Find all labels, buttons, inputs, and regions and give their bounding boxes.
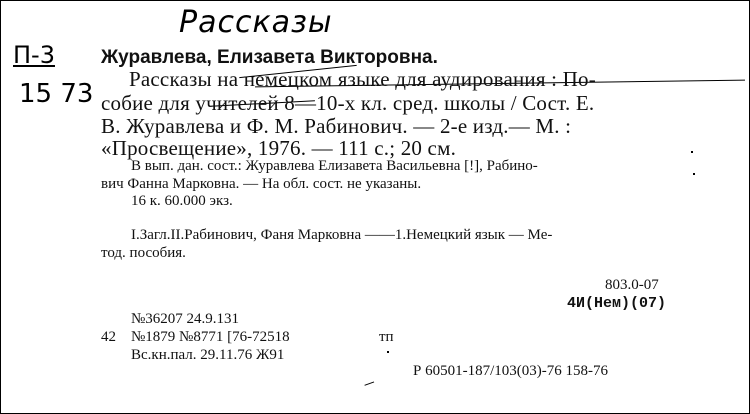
title-line-1: Рассказы на немецком языке для аудирования : По- [129, 67, 596, 91]
speck [387, 351, 389, 353]
handwritten-title: Рассказы [179, 5, 333, 40]
registry-line-3: Вс.кн.пал. 29.11.76 Ж91 [131, 347, 285, 363]
title-line-2: собие для учителей 8—10-х кл. сред. школы / Сост. Е. [101, 91, 595, 115]
shelfmark-bottom: 15 73 [19, 79, 94, 109]
shelfmark-top: П-3 [13, 41, 55, 69]
speck [693, 173, 695, 175]
speck [691, 151, 693, 153]
title-line-4: «Просвещение», 1976. — 111 с.; 20 см. [101, 136, 457, 160]
class-code-secondary: 4И(Нем)(07) [567, 295, 667, 312]
registry-line-1: №36207 24.9.131 [131, 311, 240, 327]
author-heading: Журавлева, Елизавета Викторовна. [101, 47, 438, 68]
class-code: 803.0-07 [605, 277, 659, 293]
bottom-code: Р 60501-187/103(03)-76 158-76 [413, 363, 608, 379]
registry-line-2: №1879 №8771 [76-72518 [131, 329, 290, 345]
speck [364, 381, 375, 389]
registry-line-2-prefix: 42 [101, 329, 116, 345]
note-line-1: В вып. дан. сост.: Журавлева Елизавета Васильевна [!], Рабино- [131, 158, 538, 174]
registry-line-2-suffix: тп [379, 329, 394, 345]
note-line-2: вич Фанна Марковна. — На обл. сост. не указаны. [101, 176, 422, 192]
tracings-line-1: I.Загл.II.Рабинович, Фаня Марковна ——1.Немецкий язык — Ме- [131, 227, 553, 243]
title-line-3: В. Журавлева и Ф. М. Рабинович. — 2-е изд.— М. : [101, 114, 572, 138]
tracings-line-2: тод. пособия. [101, 245, 186, 261]
note-line-3: 16 к. 60.000 экз. [131, 193, 233, 209]
